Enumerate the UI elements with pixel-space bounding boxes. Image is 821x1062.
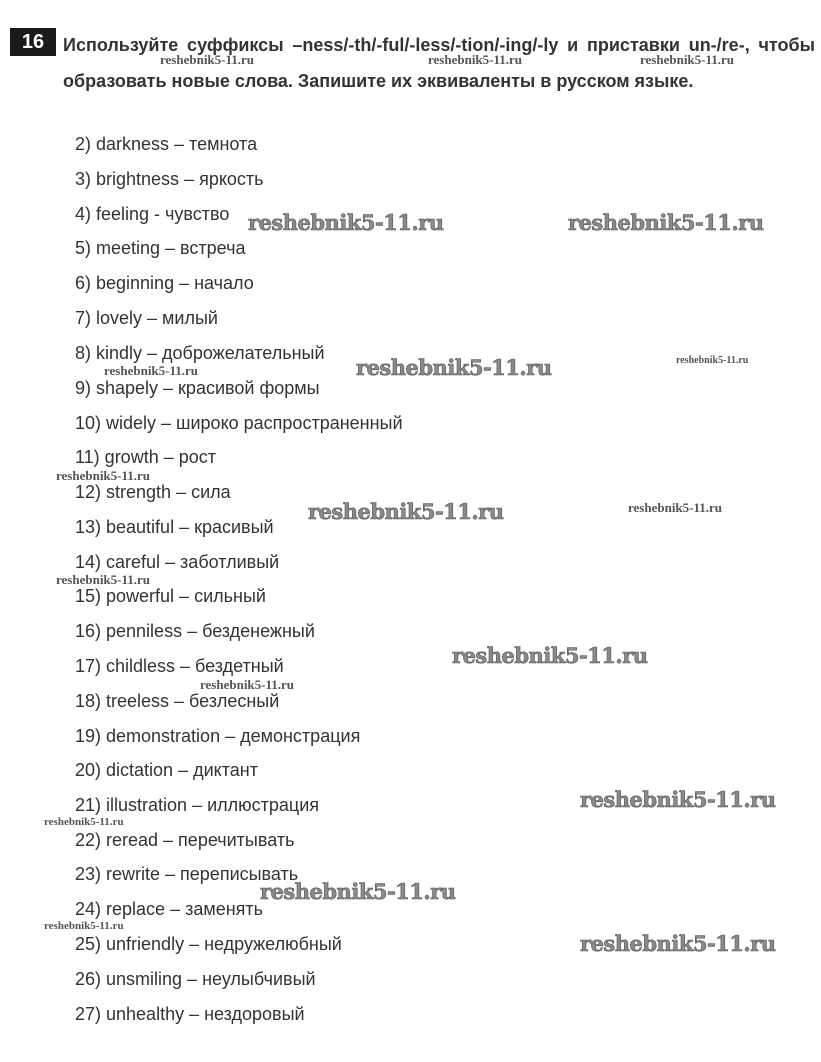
list-item: 15) powerful – сильный — [75, 586, 266, 606]
list-item: 9) shapely – красивой формы — [75, 378, 320, 398]
list-item: 25) unfriendly – недружелюбный — [75, 934, 342, 954]
list-item: 19) demonstration – демонстрация — [75, 726, 361, 746]
list-item: 16) penniless – безденежный — [75, 621, 315, 641]
list-item: 20) dictation – диктант — [75, 760, 258, 780]
list-item: 14) careful – заботливый — [75, 552, 280, 572]
watermark: reshebnik5-11.ru — [160, 52, 255, 67]
list-item: 2) darkness – темнота — [75, 134, 258, 154]
list-item: 8) kindly – доброжелательный — [75, 343, 325, 363]
watermark: reshebnik5-11.ru — [568, 210, 764, 235]
list-item: 11) growth – рост — [75, 447, 216, 467]
watermark: reshebnik5-11.ru — [44, 920, 124, 932]
watermark: reshebnik5-11.ru — [260, 879, 456, 904]
watermark: reshebnik5-11.ru — [428, 52, 523, 67]
watermark: reshebnik5-11.ru — [640, 52, 735, 67]
list-item: 21) illustration – иллюстрация — [75, 795, 320, 815]
list-item: 10) widely – широко распространенный — [75, 413, 403, 433]
watermark: reshebnik5-11.ru — [580, 787, 776, 812]
list-item: 12) strength – сила — [75, 482, 231, 502]
list-item: 17) childless – бездетный — [75, 656, 284, 676]
watermark: reshebnik5-11.ru — [200, 677, 295, 692]
watermark: reshebnik5-11.ru — [308, 499, 504, 524]
list-item: 3) brightness – яркость — [75, 169, 264, 189]
watermark: reshebnik5-11.ru — [56, 468, 151, 483]
list-item: 24) replace – заменять — [75, 899, 264, 919]
list-item: 18) treeless – безлесный — [75, 691, 280, 711]
watermark: reshebnik5-11.ru — [452, 643, 648, 668]
list-item: 13) beautiful – красивый — [75, 517, 274, 537]
watermark: reshebnik5-11.ru — [56, 572, 151, 587]
watermark: reshebnik5-11.ru — [676, 355, 749, 366]
watermark: reshebnik5-11.ru — [248, 210, 444, 235]
watermark: reshebnik5-11.ru — [44, 816, 124, 828]
list-item: 5) meeting – встреча — [75, 238, 246, 258]
watermark: reshebnik5-11.ru — [628, 500, 723, 515]
list-item: 4) feeling - чувство — [75, 204, 230, 224]
list-item: 6) beginning – начало — [75, 273, 254, 293]
exercise-number-badge: 16 — [10, 28, 56, 56]
list-item: 23) rewrite – переписывать — [75, 864, 299, 884]
list-item: 22) reread – перечитывать — [75, 830, 295, 850]
watermark: reshebnik5-11.ru — [580, 931, 776, 956]
watermark: reshebnik5-11.ru — [104, 363, 199, 378]
list-item: 26) unsmiling – неулыбчивый — [75, 969, 316, 989]
list-item: 27) unhealthy – нездоровый — [75, 1004, 305, 1024]
exercise-instruction: Используйте суффиксы –ness/-th/-ful/-less/-tion/-ing/-ly и приставки un-/re-, чтобы образовать новые слова. Запишите их эквиваленты в русском языке. — [63, 35, 815, 91]
list-item: 7) lovely – милый — [75, 308, 218, 328]
watermark: reshebnik5-11.ru — [356, 355, 552, 380]
